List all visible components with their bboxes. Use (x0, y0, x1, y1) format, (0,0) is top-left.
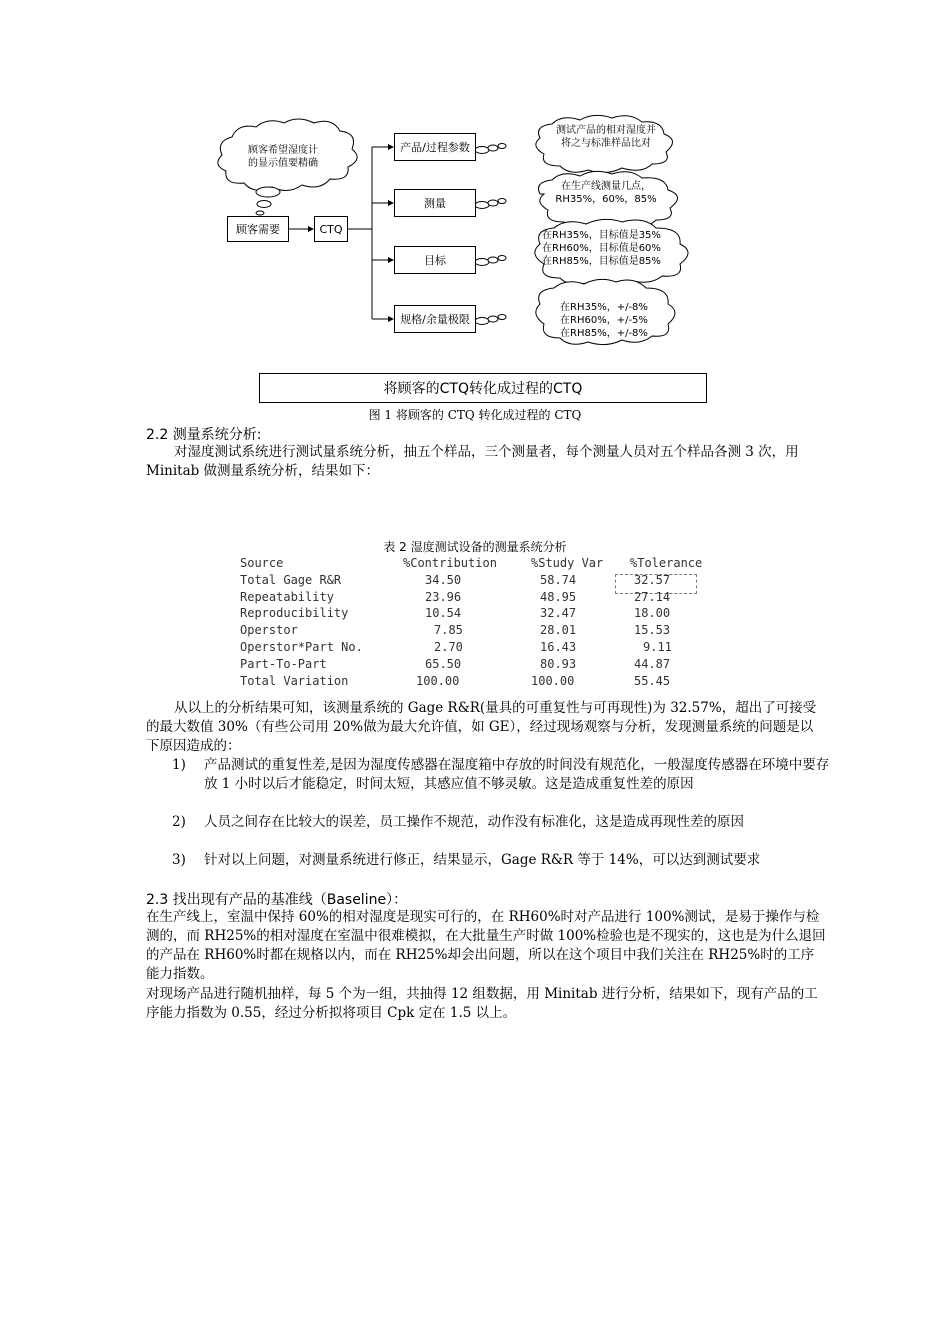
analysis-para: 从以上的分析结果可知，该测量系统的 Gage R&R(量具的可重复性与可再现性)为 32.57%，超出了可接受的最大数值 30%（有些公司用 20%做为最大允许值，如 GE），经过现场观察与分析，发现测量系统的问题是以下原因造成的： (146, 700, 817, 754)
section-2-2-para: 对湿度测试系统进行测试量系统分析，抽五个样品，三个测量者，每个测量人员对五个样品各测 3 次，用 Minitab 做测量系统分析，结果如下： (146, 444, 799, 479)
cloud-text-4: 在RH35%，+/-8% 在RH60%，+/-5% 在RH85%，+/-8% (560, 302, 648, 339)
list-item: 2) 人员之间存在比较大的误差，员工操作不规范，动作没有标准化，这是造成再现性差的原因 (172, 814, 744, 830)
section-2-3-para-1: 在生产线上，室温中保持 60%的相对湿度是现实可行的，在 RH60%时对产品进行 100%测试，是易于操作与检测的，而 RH25%的相对湿度在室温中很难模拟，在大批量生产时做 100%检验也是不现实的，这也是为什么退回的产品在 RH60%时都在规格以内，而在 RH25%却会出问题，所以在这个项目中我们关注在 RH25%时的工序能力指数。 (146, 909, 826, 982)
branch-box-measurement: 测量 (394, 189, 476, 217)
cloud-text-2: 在生产线测量几点， RH35%，60%，85% (555, 181, 657, 205)
table-caption: 表 2 湿度测试设备的测量系统分析 (383, 540, 567, 554)
list-item: 1) 产品测试的重复性差,是因为湿度传感器在湿度箱中存放的时间没有规范化，一般湿度传感器在环境中要存放 1 小时以后才能稳定，时间太短，其感应值不够灵敏。这是造成重复性差的原因 (172, 757, 830, 792)
thought-bubble-2 (257, 201, 271, 208)
customer-cloud-text: 顾客希望湿度计 的显示值要精确 (248, 145, 318, 169)
cloud-text-3: 在RH35%，目标值是35% 在RH60%，目标值是60% 在RH85%，目标值是85% (542, 230, 661, 267)
customer-need-box: 顾客需要 (227, 216, 289, 242)
ctq-banner: 将顾客的CTQ转化成过程的CTQ (259, 373, 707, 403)
list-item: 3) 针对以上问题，对测量系统进行修正，结果显示，Gage R&R 等于 14%，可以达到测试要求 (172, 852, 761, 868)
cloud-text-1: 测试产品的相对湿度并 将之与标准样品比对 (556, 125, 656, 149)
section-2-2-title: 2.2 测量系统分析: (146, 427, 262, 443)
ctq-diagram (210, 110, 730, 370)
thought-bubble-3 (256, 211, 264, 215)
thought-bubble-1 (256, 187, 280, 197)
branch-box-process-params: 产品/过程参数 (394, 133, 476, 161)
section-2-3-para-2: 对现场产品进行随机抽样，每 5 个为一组，共抽得 12 组数据，用 Minitab 进行分析，结果如下，现有产品的工序能力指数为 0.55，经过分析拟将项目 Cpk 定在 1.5 以上。 (146, 986, 818, 1021)
branch-box-spec-limits: 规格/余量极限 (394, 305, 476, 333)
section-2-3-title: 2.3 找出现有产品的基准线（Baseline）： (146, 892, 408, 908)
figure-caption: 图 1 将顾客的 CTQ 转化成过程的 CTQ (368, 408, 582, 422)
branch-box-target: 目标 (394, 246, 476, 274)
ctq-box: CTQ (314, 216, 348, 242)
